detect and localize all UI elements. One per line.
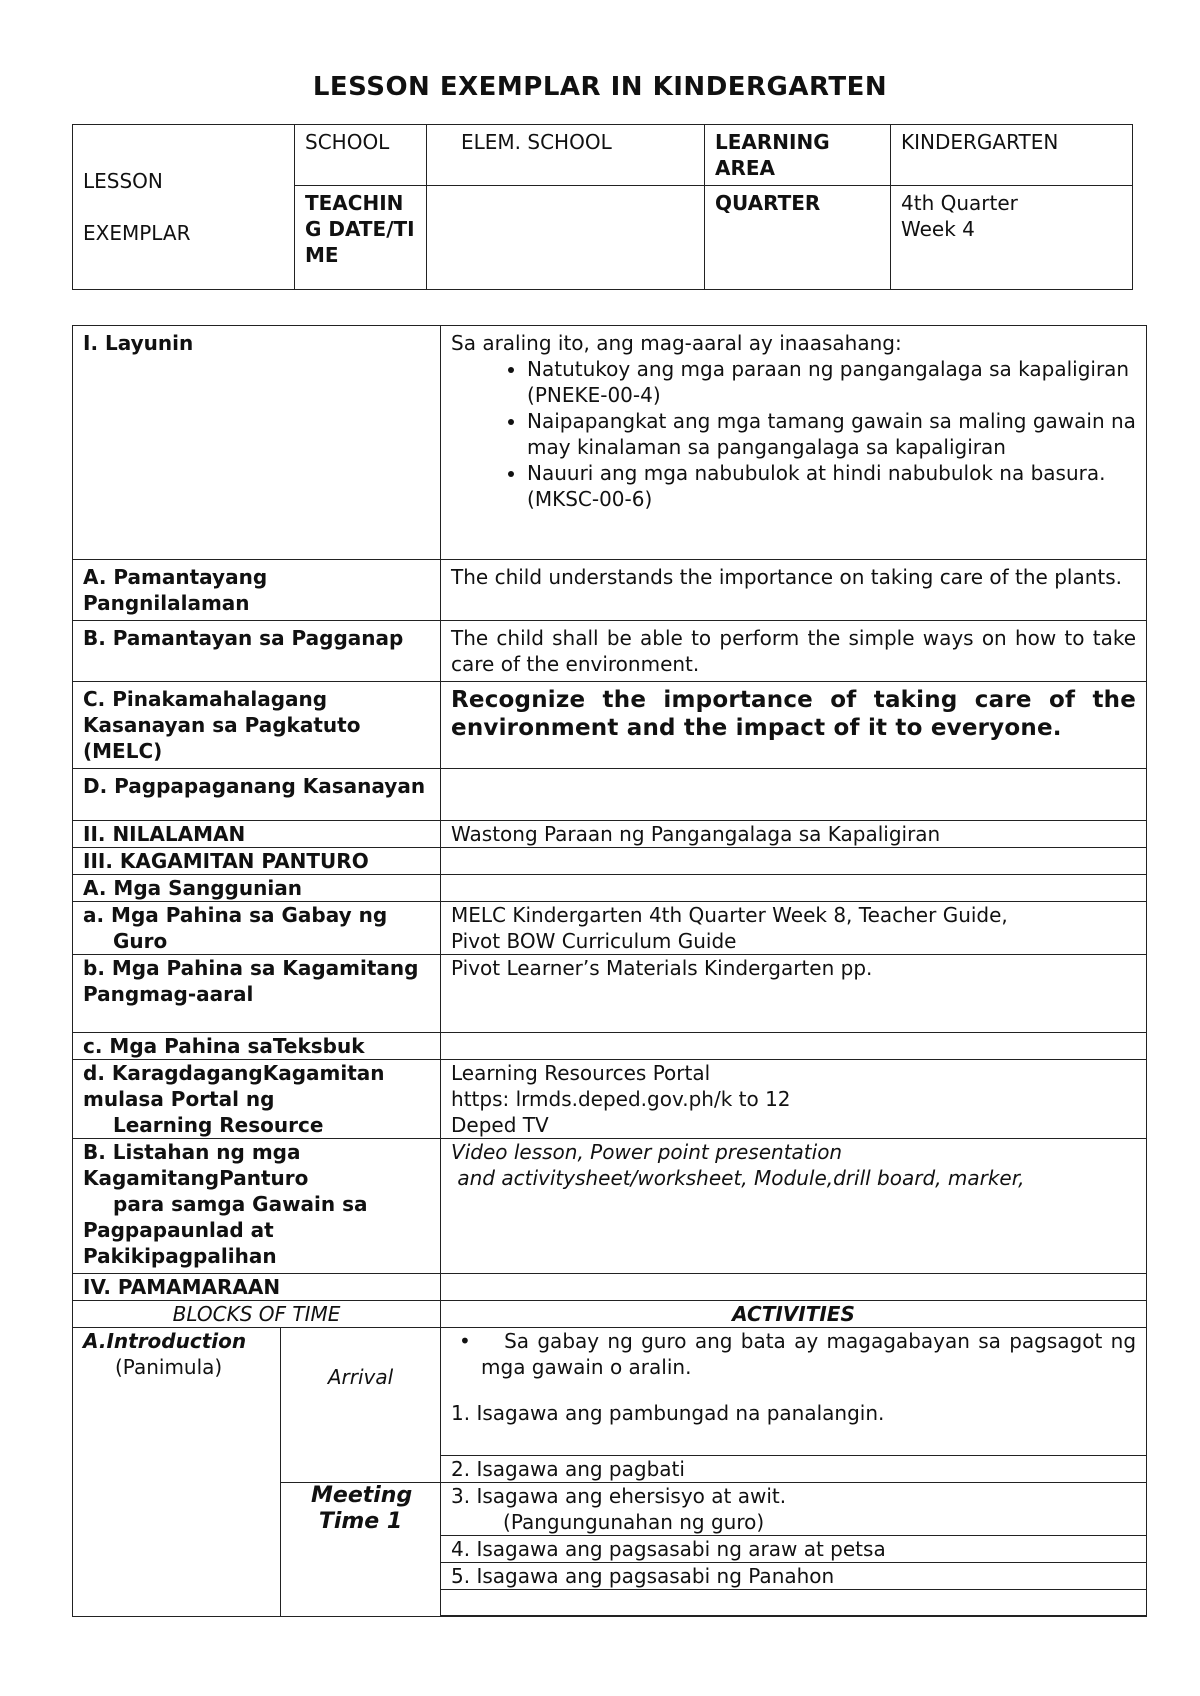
arrival-activity: • Sa gabay ng guro ang bata ay magagabayan sa pagsagot ng mga gawain o aralin. 1. Isagawa ang pambungad na panalangin. bbox=[441, 1328, 1147, 1456]
pagpapaganang-value bbox=[441, 769, 1147, 821]
school-label: SCHOOL bbox=[295, 125, 427, 186]
karagdagang-kagamitan-value: Learning Resources Portal https: lrmds.deped.gov.ph/k to 12 Deped TV bbox=[441, 1060, 1147, 1139]
list-item: • Natutukoy ang mga paraan ng pangangalaga sa kapaligiran (PNEKE-00-4) bbox=[527, 356, 1136, 408]
activity-4: 4. Isagawa ang pagsasabi ng araw at petsa bbox=[441, 1536, 1147, 1563]
page-title: LESSON EXEMPLAR IN KINDERGARTEN bbox=[312, 72, 888, 102]
activity-2: 2. Isagawa ang pagbati bbox=[441, 1456, 1147, 1483]
layunin-cell bbox=[441, 326, 1147, 560]
blocks-of-time-header: BLOCKS OF TIME bbox=[73, 1301, 441, 1328]
sanggunian-label: A. Mga Sanggunian bbox=[73, 875, 441, 902]
pagpapaganang-label: D. Pagpapaganang Kasanayan bbox=[73, 769, 441, 821]
list-item: • Nauuri ang mga nabubulok at hindi nabubulok na basura. (MKSC-00-6) bbox=[527, 460, 1136, 512]
introduction-label: A.Introduction bbox=[83, 1329, 247, 1353]
teksbuk-value bbox=[441, 1033, 1147, 1060]
listahan-kagamitan-label: B. Listahan ng mga KagamitangPanturo para samga Gawain sa Pagpapaunlad at Pakikipagpalihan bbox=[73, 1139, 441, 1274]
layunin-label: I. Layunin bbox=[73, 326, 441, 560]
pamamaraan-label: IV. PAMAMARAAN bbox=[73, 1274, 441, 1301]
gabay-guro-value: MELC Kindergarten 4th Quarter Week 8, Teacher Guide, Pivot BOW Curriculum Guide bbox=[441, 902, 1147, 955]
teksbuk-label: c. Mga Pahina saTeksbuk bbox=[73, 1033, 441, 1060]
learning-area-value: KINDERGARTEN bbox=[891, 125, 1133, 186]
introduction-cell bbox=[73, 1328, 281, 1617]
teaching-date-label: TEACHIN G DATE/TI ME bbox=[295, 186, 427, 290]
layunin-intro: Sa araling ito, ang mag-aaral ay inaasahang: bbox=[451, 331, 902, 355]
kagamitan-value bbox=[441, 848, 1147, 875]
exemplar-label: EXEMPLAR bbox=[83, 221, 191, 245]
main-table bbox=[72, 325, 1147, 1617]
listahan-kagamitan-value: Video lesson, Power point presentation and activitysheet/worksheet, Module,drill board, marker, bbox=[441, 1139, 1147, 1274]
quarter-label: QUARTER bbox=[705, 186, 891, 290]
learning-area-label: LEARNING AREA bbox=[705, 125, 891, 186]
nilalaman-value: Wastong Paraan ng Pangangalaga sa Kapaligiran bbox=[441, 821, 1147, 848]
meeting-time-label: Meeting Time 1 bbox=[281, 1483, 441, 1617]
pamamaraan-value bbox=[441, 1274, 1147, 1301]
header-table bbox=[72, 124, 1133, 290]
activity-3: 3. Isagawa ang ehersisyo at awit. (Pangungunahan ng guro) bbox=[441, 1483, 1147, 1536]
kagamitang-pangmag-aaral-value: Pivot Learner’s Materials Kindergarten pp. bbox=[441, 955, 1147, 1033]
school-value: ELEM. SCHOOL bbox=[427, 125, 705, 186]
arrival-label: Arrival bbox=[281, 1328, 441, 1483]
pamantayan-pagganap-value: The child shall be able to perform the simple ways on how to take care of the environment. bbox=[441, 621, 1147, 682]
activity-1: 1. Isagawa ang pambungad na panalangin. bbox=[451, 1401, 885, 1425]
kagamitan-label: III. KAGAMITAN PANTURO bbox=[73, 848, 441, 875]
layunin-list bbox=[451, 356, 1136, 512]
melc-label: C. Pinakamahalagang Kasanayan sa Pagkatuto (MELC) bbox=[73, 682, 441, 769]
karagdagang-kagamitan-label: d. KaragdagangKagamitan mulasa Portal ng Learning Resource bbox=[73, 1060, 441, 1139]
activity-blank bbox=[441, 1590, 1147, 1616]
pamantayang-pangnilalaman-label: A. Pamantayang Pangnilalaman bbox=[73, 560, 441, 621]
quarter-value: 4th Quarter Week 4 bbox=[891, 186, 1133, 290]
activities-header: ACTIVITIES bbox=[441, 1301, 1147, 1328]
activity-5: 5. Isagawa ang pagsasabi ng Panahon bbox=[441, 1563, 1147, 1590]
introduction-sub: (Panimula) bbox=[115, 1355, 223, 1379]
lesson-exemplar-cell bbox=[73, 125, 295, 290]
activity-spacer bbox=[441, 1616, 1147, 1617]
kagamitang-pangmag-aaral-label: b. Mga Pahina sa Kagamitang Pangmag-aaral bbox=[73, 955, 441, 1033]
bullet-icon: • bbox=[459, 1329, 505, 1353]
pamantayan-pagganap-label: B. Pamantayan sa Pagganap bbox=[73, 621, 441, 682]
nilalaman-label: II. NILALAMAN bbox=[73, 821, 441, 848]
pamantayang-pangnilalaman-value: The child understands the importance on taking care of the plants. bbox=[441, 560, 1147, 621]
sanggunian-value bbox=[441, 875, 1147, 902]
list-item: • Naipapangkat ang mga tamang gawain sa maling gawain na may kinalaman sa pangangalaga sa kapaligiran bbox=[527, 408, 1136, 460]
gabay-guro-label: a. Mga Pahina sa Gabay ng Guro bbox=[73, 902, 441, 955]
lesson-label: LESSON bbox=[83, 169, 163, 193]
melc-value: Recognize the importance of taking care of the environment and the impact of it to everyone. bbox=[441, 682, 1147, 769]
teaching-date-value bbox=[427, 186, 705, 290]
